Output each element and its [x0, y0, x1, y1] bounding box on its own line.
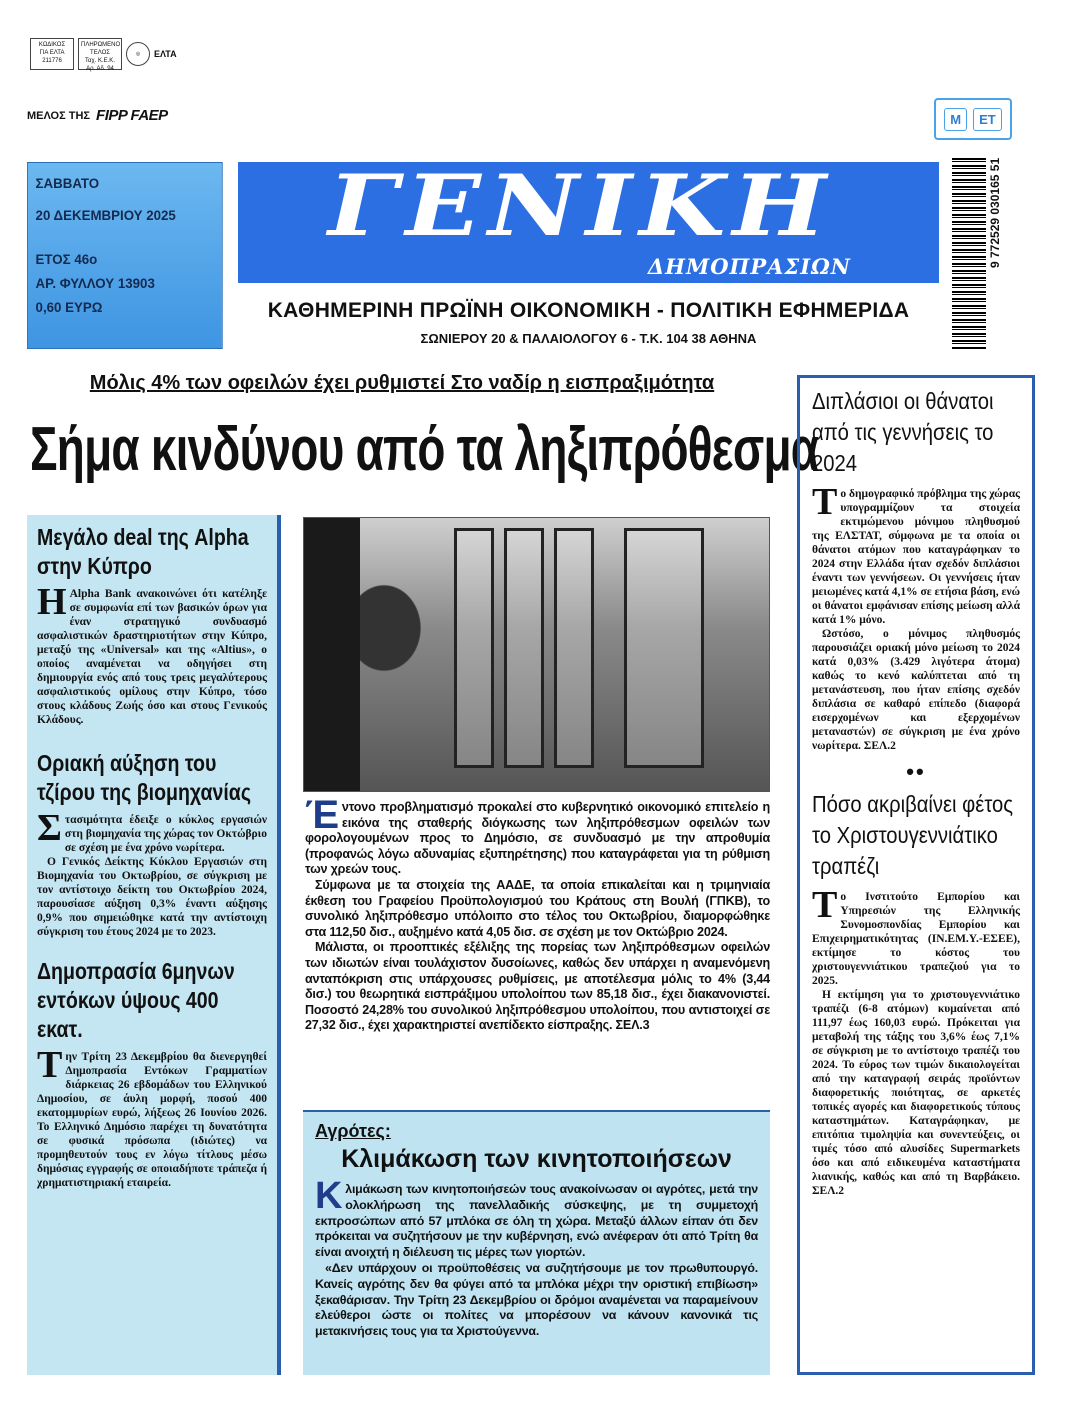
- elta-code-box: ΚΩΔΙΚΟΣ ΓΙΑ ΕΛΤΑ 211776: [30, 38, 74, 70]
- article-title: Δημοπρασία 6μηνων εντόκων ύψους 400 εκατ.: [37, 958, 235, 1042]
- elta-logo: ΕΛΤΑ: [154, 49, 177, 59]
- article-title: Διπλάσιοι οι θάνατοι από τις γεννήσεις το 2024: [812, 388, 994, 476]
- issue-price: 0,60 ΕΥΡΩ: [35, 299, 103, 315]
- membership-label: ΜΕΛΟΣ ΤΗΣ: [27, 109, 91, 122]
- article-industry: Οριακή αύξηση του τζίρου της βιομηχανίας Στασιμότητα έδειξε ο κύκλος εργασιών στη βιομηχανία της χώρας τον Οκτώβριο σε σχέση με ένα χρόνο νωρίτερα. Ο Γενικός Δείκτης Κύκλου Εργασιών στη Βιομηχανία του Οκτωβρίου, σε σύγκριση με τον αντίστοιχο δείκτη του Οκτωβρίου 2024, παρουσίασε αύξηση 0,3% έναντι αύξησης 0,9% που σημειώθηκε κατά την αντίστοιχη σύγκριση του έτους 2024 με το 2023.: [37, 750, 267, 938]
- fipp-faep-logo: FIPP FAEP: [96, 107, 168, 124]
- article-farmers: Αγρότες: Κλιμάκωση των κινητοποιήσεων Κλιμάκωση των κινητοποιήσεών τους ανακοίνωσαν οι αγρότες, μετά την ολοκλήρωση της πανελλαδικής σύσκεψης, με τη συμμετοχή εκπροσώπων από 57 μπλόκα σε όλη τη χώρα. Μεταξύ άλλων είπαν ότι δεν πρόκειται να συζητήσουν με την κυβέρνηση, ενώ ανέφεραν ότι από Τρίτη θα είναι ανοιχτή η διέλευση τις μέρες των γιορτών. «Δεν υπάρχουν οι προϋποθέσεις να συζητήσουμε με τον πρωθυπουργό. Κανείς αγρότης δεν θα φύγει από τα μπλόκα μέχρι την οριστική επιβίωση» ξεκαθάρισαν. Την Τρίτη 23 Δεκεμβρίου οι δρόμοι αναμένεται να παραμείνουν ελεύθεροι ώστε οι πολίτες να μπορέσουν να κάνουν κανονικά τις μετακινήσεις τους για τα Χριστούγεννα.: [303, 1110, 770, 1375]
- article-tbills: Δημοπρασία 6μηνων εντόκων ύψους 400 εκατ. Την Τρίτη 23 Δεκεμβρίου θα διενεργηθεί Δημοπρασία Εντόκων Γραμματίων διάρκειας 26 εβδομάδων του Ελληνικού Δημοσίου, σε άυλη μορφή, ποσού 400 εκατομμυρίων ευρώ, λήξεως 26 Ιουνίου 2026. Το Ελληνικό Δημόσιο παρέχει τη δυνατότητα σε φυσικά πρόσωπα (ιδιώτες) να προμηθευτούν τους εν λόγω τίτλους μέσω δημόσιας εγγραφής σε οποιαδήποτε τράπεζα ή χρηματιστηριακή εταιρεία.: [37, 958, 267, 1189]
- barcode: [952, 158, 986, 350]
- met-logo-left: Μ: [944, 108, 967, 131]
- postal-seal-icon: ◎: [126, 42, 150, 66]
- right-column: [797, 375, 1035, 1375]
- lead-body: Έντονο προβληματισμό προκαλεί στο κυβερνητικό οικονομικό επιτελείο η εικόνα της σταθερής διόγκωσης των ληξιπρόθεσμων οφειλών των φορολογουμένων προς το Δημόσιο, σε συνδυασμό με την απροθυμία (προφανώς λόγω αδυναμίας εξυπηρέτησης) που καταγράφεται για τη ρύθμιση των χρεών τους. Σύμφωνα με τα στοιχεία της ΑΑΔΕ, τα οποία επικαλείται και η τριμηνιαία έκθεση του Γραφείου Προϋπολογισμού του Κράτους στη Βουλή (ΓΠΚΒ), το συνολικό ληξιπρόθεσμο υπόλοιπο στο τέλος του Οκτωβρίου, διαμορφώθηκε στα 112,50 δισ., αυξημένο κατά 4,05 δισ. σε σχέση με τον Οκτώβριο 2024. Μάλιστα, οι προοπτικές εξέλιξης της πορείας των ληξιπρόθεσμων οφειλών των ιδιωτών είναι τουλάχιστον δυσοίωνες, καθώς δεν υπάρχει η αναμενόμενη ανταπόκριση στις υπάρχουσες ρυθμίσεις, με αποτέλεσμα μόλις το 4% (3,44 δισ.) του θεωρητικά εισπράξιμου υπολοίπου των 85,18 δισ., έχει διακανονιστεί. Ποσοστό 24,28% του συνολικού ληξιπρόθεσμου υπολοίπου, που αντιστοιχεί σε 27,32 δισ., έχει χαρακτηριστεί ανεπίδεκτο είσπραξης. ΣΕΛ.3: [305, 793, 770, 1033]
- lead-kicker: Μόλις 4% των οφειλών έχει ρυθμιστεί Στο ναδίρ η εισπραξιμότητα: [89, 372, 715, 394]
- article-demographics: Διπλάσιοι οι θάνατοι από τις γεννήσεις το 2024 Το δημογραφικό πρόβλημα της χώρας υπογραμμίζουν τα στοιχεία εκτιμώμενου μόνιμου πληθυσμού της ΕΛΣΤΑΤ, σύμφωνα με τα οποία οι θάνατοι ατόμων που καταγράφηκαν το 2024 στην Ελλάδα ήταν σχεδόν διπλάσιοι έναντι των γεννήσεων. Οι γεννήσεις ήταν μειωμένες κατά 4,1% σε ετήσια βάση, ενώ οι θάνατοι εμφάνισαν επίσης μείωση αλλά κατά 1% μόνο. Ωστόσο, ο μόνιμος πληθυσμός παρουσιάζει οριακή μόνο μείωση το 2024 κατά 0,03% (3.429 λιγότερα άτομα) καθώς το κενό καλύπτεται από τη μετανάστευση, που ήταν επίσης σχεδόν διπλάσια σε καθαρό επίπεδο (διαφορά εισερχομένων και εξερχομένων μεταναστών) σε σύγκριση με ένα χρόνο νωρίτερα. ΣΕΛ.2: [812, 388, 1020, 752]
- tagline: ΚΑΘΗΜΕΡΙΝΗ ΠΡΩΪΝΗ ΟΙΚΟΝΟΜΙΚΗ - ΠΟΛΙΤΙΚΗ ΕΦΗΜΕΡΙΔΑ: [267, 299, 910, 322]
- issue-day: ΣΑΒΒΑΤΟ: [35, 175, 100, 191]
- paid-postage-box: ΠΛΗΡΩΜΕΝΟ ΤΕΛΟΣ Ταχ. Κ.Ε.Κ. Αρ. Αδ. 94: [78, 38, 122, 70]
- issue-info-box: [27, 162, 223, 349]
- article-christmas-table: Πόσο ακριβαίνει φέτος το Χριστουγεννιάτικο τραπέζι Το Ινστιτούτο Εμπορίου και Υπηρεσιών της Ελληνικής Συνομοσπονδίας Εμπορίου και Επιχειρηματικότητας (ΙΝ.ΕΜ.Υ.-ΕΣΕΕ), εκτίμησε το κόστος του χριστουγεννιάτικου τραπεζιού για το 2025. Η εκτίμηση για το χριστουγεννιάτικο τραπέζι (6-8 ατόμων) κυμαίνεται από 111,97 έως 160,03 ευρώ. Πρόκειται για μεταβολή της τάξης του 3,6% έως 7,1% σε σύγκριση με το αντίστοιχο τραπέζι του 2024. Το εύρος των τιμών δικαιολογείται από την καταγραφή σειράς προϊόντων διαφορετικής ποιότητας, σε αρκετές τοπικές αγορές και διαφορετικούς τύπους καταστημάτων. Καταγράφηκαν, με επιτόπια τιμοληψία και συνεντεύξεις, οι τιμές τόσο από αλυσίδες Supermarkets όσο και από ειδικευμένα καταστήματα λιανικής, καθώς και από τη Βαρβάκειο. ΣΕΛ.2: [812, 791, 1020, 1197]
- masthead-title: ΓΕΝΙΚΗ: [328, 156, 834, 255]
- article-title: Κλιμάκωση των κινητοποιήσεων: [341, 1145, 732, 1173]
- barcode-number: 9 772529 030165 51: [988, 158, 1002, 269]
- masthead: [238, 156, 939, 283]
- left-column: [27, 515, 281, 1375]
- article-title: Οριακή αύξηση του τζίρου της βιομηχανίας: [37, 750, 252, 805]
- masthead-subtitle: ΔΗΜΟΠΡΑΣΙΩΝ: [647, 254, 851, 279]
- lead-photo: [303, 517, 770, 792]
- membership: [27, 107, 168, 124]
- met-logo: [934, 98, 1012, 140]
- article-kicker: Αγρότες:: [315, 1121, 391, 1141]
- article-title: Μεγάλο deal της Alpha στην Κύπρο: [37, 524, 249, 579]
- issue-number: ΑΡ. ΦΥΛΛΟΥ 13903: [35, 275, 155, 291]
- lead-headline: Σήμα κινδύνου από τα ληξιπρόθεσμα: [30, 415, 819, 484]
- postal-marks: [30, 38, 177, 70]
- article-title: Πόσο ακριβαίνει φέτος το Χριστουγεννιάτικο τραπέζι: [812, 791, 1014, 879]
- met-logo-right: ΕΤ: [973, 108, 1002, 131]
- issue-date: 20 ΔΕΚΕΜΒΡΙΟΥ 2025: [35, 207, 176, 223]
- address: ΣΩΝΙΕΡΟΥ 20 & ΠΑΛΑΙΟΛΟΓΟΥ 6 - Τ.Κ. 104 38 ΑΘΗΝΑ: [420, 331, 757, 346]
- separator: ••: [906, 759, 926, 784]
- issue-year: ΕΤΟΣ 46ο: [35, 251, 98, 267]
- article-alpha: Μεγάλο deal της Alpha στην Κύπρο ΗAlpha Bank ανακοινώνει ότι κατέληξε σε συμφωνία επί των βασικών όρων για έναν στρατηγικό συνδυασμό ασφαλιστικών δραστηριοτήτων στην Κύπρο, μεταξύ της «Universal» και της «Altius», ο οποίος αναμένεται να οδηγήσει στη δημιουργία ενός από τους τρεις μεγαλύτερους ασφαλιστικούς ομίλους στην Κύπρο, τόσο στους κλάδους Ζωής όσο και στους Γενικούς Κλάδους.: [37, 524, 267, 726]
